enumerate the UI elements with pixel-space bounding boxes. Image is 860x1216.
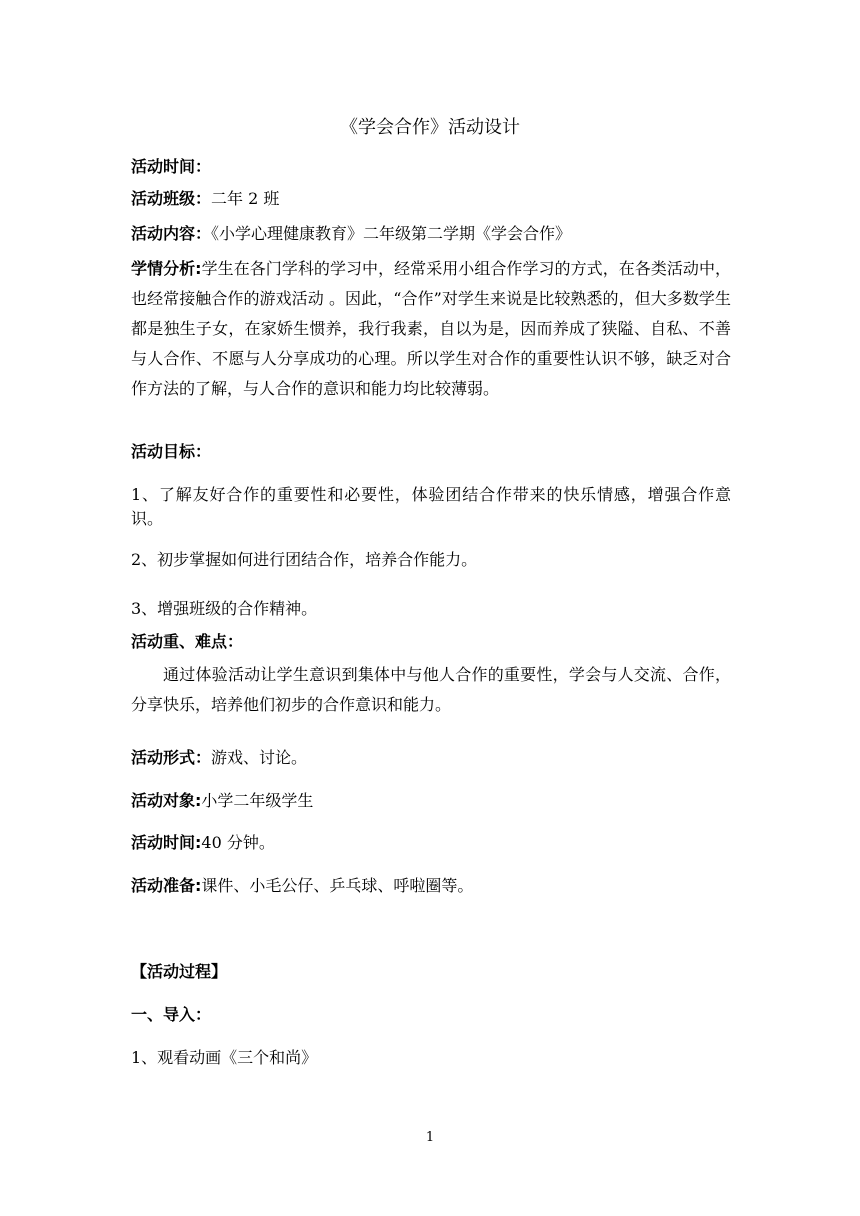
key-points-heading-row — [131, 632, 731, 652]
prep-value: 课件、小毛公仔、乒乓球、呼啦圈等。 — [201, 876, 474, 895]
class-label: 活动班级： — [131, 189, 212, 208]
time-row — [131, 157, 731, 177]
form-label: 活动形式： — [131, 748, 212, 767]
key-points-heading: 活动重、难点： — [131, 632, 244, 651]
time-label: 活动时间： — [131, 157, 212, 176]
goals-heading: 活动目标： — [131, 442, 212, 461]
content-value: 《小学心理健康教育》二年级第二学期《学会合作》 — [211, 224, 572, 243]
duration-value: 40 分钟。 — [201, 833, 275, 852]
analysis-paragraph — [131, 254, 731, 404]
duration-row — [131, 833, 731, 853]
form-row — [131, 748, 731, 768]
analysis-text: 学生在各门学科的学习中，经常采用小组合作学习的方式，在各类活动中，也经常接触合作的游戏活动 。因此，“合作”对学生来说是比较熟悉的，但大多数学生都是独生子女，在家娇生惯养，我行我素，自以为是，因而养成了狭隘、自私、不善与人合作、不愿与人分享成功的心理。所以学生对合作的重要性认识不够，缺乏对合作方法的了解，与人合作的意识和能力均比较薄弱。 — [131, 259, 731, 398]
target-row — [131, 791, 731, 811]
prep-row — [131, 876, 731, 896]
duration-label: 活动时间: — [131, 833, 202, 852]
analysis-label: 学情分析: — [131, 259, 202, 278]
intro-item-1: 1、观看动画《三个和尚》 — [131, 1048, 318, 1067]
goals-heading-row — [131, 442, 731, 462]
content-row — [131, 224, 731, 244]
goal-item-1: 1、了解友好合作的重要性和必要性，体验团结合作带来的快乐情感，增强合作意识。 — [131, 485, 731, 528]
target-value: 小学二年级学生 — [201, 791, 314, 810]
key-points-text: 通过体验活动让学生意识到集体中与他人合作的重要性，学会与人交流、合作，分享快乐，培养他们初步的合作意识和能力。 — [131, 665, 731, 714]
goal-item-2: 2、初步掌握如何进行团结合作，培养合作能力。 — [131, 550, 478, 569]
target-label: 活动对象: — [131, 791, 202, 810]
content-label: 活动内容： — [131, 224, 212, 243]
section-intro-heading: 一、导入： — [131, 1005, 212, 1024]
class-value: 二年 2 班 — [211, 189, 280, 208]
page-number: 1 — [425, 1130, 435, 1145]
prep-label: 活动准备: — [131, 876, 202, 895]
page-title: 《学会合作》活动设计 — [340, 117, 520, 138]
goal-item-3: 3、增强班级的合作精神。 — [131, 599, 318, 618]
class-row — [131, 189, 731, 209]
process-heading: 【活动过程】 — [131, 962, 228, 981]
form-value: 游戏、讨论。 — [211, 748, 308, 767]
